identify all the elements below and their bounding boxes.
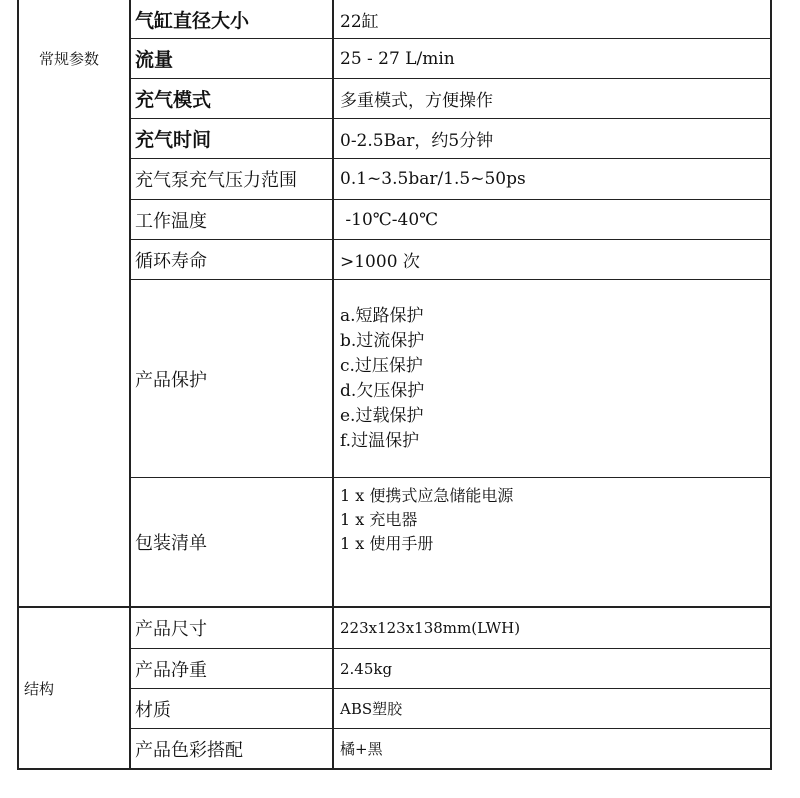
spec-value-text: 22缸 [340, 11, 379, 32]
spec-name-text: 循环寿命 [135, 250, 207, 272]
protection-item: f.过温保护 [340, 430, 420, 451]
spec-name-text: 材质 [135, 699, 171, 721]
group-label-text: 结构 [24, 679, 55, 698]
spec-name [135, 608, 335, 648]
spec-name [135, 280, 335, 477]
spec-name-text: 产品净重 [135, 659, 207, 681]
spec-value [337, 159, 772, 199]
spec-name-text: 流量 [135, 49, 174, 71]
spec-value-text: 0.1~3.5bar/1.5~50ps [340, 169, 526, 189]
package-item: 1 x 使用手册 [340, 534, 434, 553]
spec-value-text: -10℃-40℃ [340, 209, 439, 230]
spec-value-text: 223x123x138mm(LWH) [340, 619, 521, 637]
protection-item: e.过载保护 [340, 405, 424, 426]
spec-value-text: 多重模式，方便操作 [340, 91, 493, 111]
spec-name-text: 产品保护 [135, 369, 207, 391]
spec-value [337, 39, 772, 78]
spec-name [135, 39, 335, 78]
spec-value [337, 689, 772, 728]
group-label-structure [19, 608, 129, 768]
protection-item: b.过流保护 [340, 330, 425, 351]
protection-item: a.短路保护 [340, 305, 424, 326]
protection-item: c.过压保护 [340, 355, 423, 376]
spec-name-text: 气缸直径大小 [135, 9, 250, 32]
package-item: 1 x 便携式应急储能电源 [340, 486, 514, 505]
spec-value-list [337, 478, 772, 606]
spec-value [337, 649, 772, 688]
group-label-text: 常规参数 [39, 49, 100, 68]
column-divider-1 [129, 0, 131, 770]
spec-value-text: >1000 次 [340, 252, 420, 272]
spec-name-text: 充气模式 [135, 89, 212, 111]
group-label-general [19, 38, 129, 78]
spec-value-list [337, 280, 772, 477]
spec-table [17, 0, 772, 770]
spec-value-text: 0-2.5Bar，约5分钟 [340, 131, 494, 151]
spec-name-text: 充气时间 [135, 129, 212, 151]
spec-value-text: ABS塑胶 [340, 700, 403, 718]
spec-name-text: 充气泵充气压力范围 [135, 170, 297, 191]
spec-value [337, 240, 772, 279]
spec-name [135, 649, 335, 688]
spec-name-text: 工作温度 [135, 210, 207, 232]
spec-value [337, 79, 772, 118]
spec-name [135, 200, 335, 239]
spec-value [337, 729, 772, 768]
protection-item: d.欠压保护 [340, 380, 425, 401]
table-border-bottom [17, 768, 772, 770]
spec-name [135, 240, 335, 279]
spec-value-text: 橘+黑 [340, 740, 383, 758]
spec-value [337, 0, 772, 38]
spec-name [135, 79, 335, 118]
package-item: 1 x 充电器 [340, 510, 418, 529]
spec-value [337, 119, 772, 158]
spec-name [135, 159, 335, 199]
spec-name [135, 0, 335, 38]
spec-name-text: 包装清单 [135, 533, 207, 554]
spec-value-text: 2.45kg [340, 659, 393, 678]
spec-value [337, 608, 772, 648]
spec-name [135, 689, 335, 728]
spec-name-text: 产品色彩搭配 [135, 739, 243, 761]
spec-name [135, 729, 335, 768]
spec-value [337, 200, 772, 239]
spec-name [135, 478, 335, 606]
spec-name-text: 产品尺寸 [135, 619, 207, 640]
spec-value-text: 25 - 27 L/min [340, 48, 455, 69]
spec-name [135, 119, 335, 158]
